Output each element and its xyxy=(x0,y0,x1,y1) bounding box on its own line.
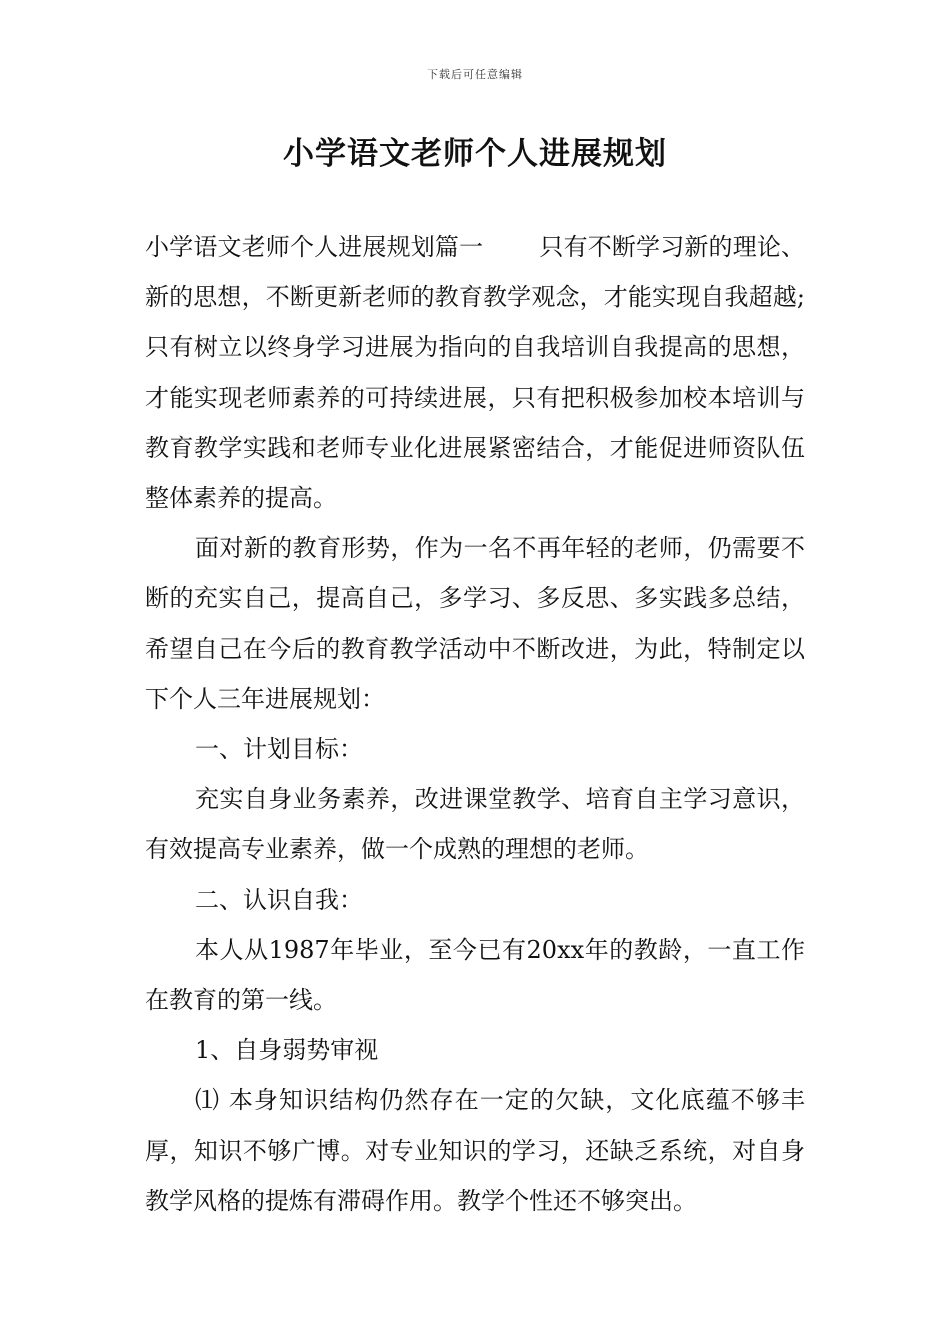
paragraph: 充实自身业务素养，改进课堂教学、培育自主学习意识，有效提高专业素养，做一个成熟的理想的老师。 xyxy=(145,785,805,864)
document-body xyxy=(145,222,805,1226)
paragraph: 面对新的教育形势，作为一名不再年轻的老师，仍需要不断的充实自己，提高自己，多学习、多反思、多实践多总结，希望自己在今后的教育教学活动中不断改进，为此，特制定以下个人三年进展规划： xyxy=(145,534,805,713)
section-heading: 一、计划目标： xyxy=(195,735,363,764)
subsection-heading: 1、自身弱势审视 xyxy=(195,1036,379,1065)
section-lead: 小学语文老师个人进展规划篇一 xyxy=(145,233,484,261)
paragraph xyxy=(145,222,805,523)
section-heading: 二、认识自我： xyxy=(195,885,363,914)
document-title: 小学语文老师个人进展规划 xyxy=(283,136,667,172)
header-note: 下载后可任意编辑 xyxy=(427,68,523,81)
paragraph-text: 只有不断学习新的理论、新的思想，不断更新老师的教育教学观念，才能实现自我超越;只有树立以终身学习进展为指向的自我培训自我提高的思想，才能实现老师素养的可持续进展，只有把积极参加校本培训与教育教学实践和老师专业化进展紧密结合，才能促进师资队伍整体素养的提高。 xyxy=(145,233,806,513)
paragraph: ⑴ 本身知识结构仍然存在一定的欠缺，文化底蕴不够丰厚，知识不够广博。对专业知识的学习，还缺乏系统，对自身教学风格的提炼有滞碍作用。教学个性还不够突出。 xyxy=(145,1086,805,1215)
paragraph: 本人从1987年毕业，至今已有20xx年的教龄，一直工作在教育的第一线。 xyxy=(145,935,805,1015)
